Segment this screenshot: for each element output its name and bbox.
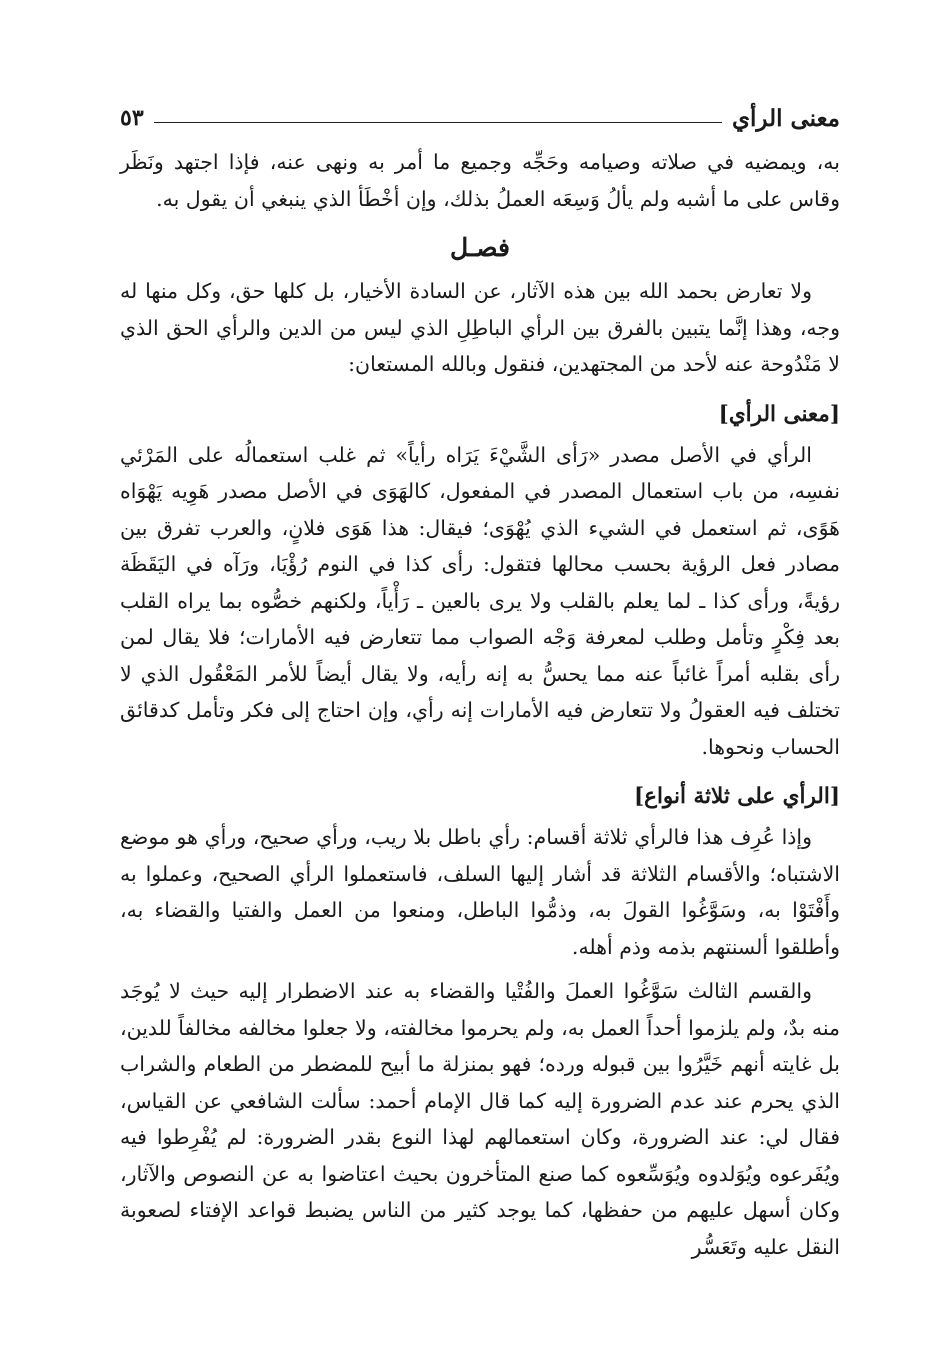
types-paragraph-1: وإذا عُرِف هذا فالرأي ثلاثة أقسام: رأي باطل بلا ريب، ورأي صحيح، ورأي هو موضع الاشتباه؛ والأقسام الثلاثة قد أشار إليها السلف، فاستعملوا الرأي الصحيح، وعملوا به وأَفْتَوْا به، وسَوَّغُوا القولَ به، وذمُّوا الباطل، ومنعوا من العمل والفتيا والقضاء به، وأطلقوا ألسنتهم بذمه وذم أهله. [120,825,840,959]
paragraph-gap [120,965,840,973]
section-heading-meaning-of-opinion: [معنى الرأي] [718,401,840,427]
section-heading-three-types: [الرأي على ثلاثة أنواع] [633,784,840,809]
meaning-paragraph: الرأي في الأصل مصدر «رَأى الشَّيْءَ يَرَاه رأياً» ثم غلب استعمالُه على المَرْئي نفسِه، من باب استعمال المصدر في المفعول، كالهَوَى في الأصل مصدر هَوِيه يَهْوَاه هَوًى، ثم استعمل في الشيء الذي يُهْوَى؛ فيقال: هذا هَوَى فلانٍ، والعرب تفرق بين مصادر فعل الرؤية بحسب محالها فتقول: رأى كذا في النوم رُؤْيَا، ورَآه في اليَقَظَة رؤيةً، ورأى كذا ـ لما يعلم بالقلب ولا يرى بالعين ـ رَأْياً، ولكنهم خصُّوه بما يراه القلب بعد فِكْرٍ وتأمل وطلب لمعرفة وَجْه الصواب مما تتعارض فيه الأمارات؛ فلا يقال لمن رأى بقلبه أمراً غائباً عنه مما يحسُّ به إنه رأيه، ولا يقال أيضاً للأمر المَعْقُول الذي لا تختلف فيه العقولُ ولا تتعارض فيه الأمارات إنه رأي، وإن احتاج إلى فكر وتأمل كدقائق الحساب ونحوها. [120,442,840,759]
fasl-heading: فصـل [450,233,510,262]
running-title: معنى الرأي [731,104,840,132]
intro-paragraph: به، ويمضيه في صلاته وصيامه وحَجِّه وجميع ما أمر به ونهى عنه، فإذا اجتهد ونَظَر وقاس على ما أشبه ولم يألُ وَسِعَه العملُ بذلك، وإن أخْطَأ الذي ينبغي أن يقول به. [120,150,840,211]
types-paragraph-2: والقسم الثالث سَوَّغُوا العملَ والفُتْيا والقضاء به عند الاضطرار إليه حيث لا يُوجَد منه بدٌ، ولم يلزموا أحداً العمل به، ولم يحرموا مخالفته، ولا جعلوا مخالفه مخالفاً للدين، بل غايته أنهم خَيَّرُوا بين قبوله ورده؛ فهو بمنزلة ما أبيح للمضطر من الطعام والشراب الذي يحرم عند عدم الضرورة إليه كما قال الإمام أحمد: سألت الشافعي عن القياس، فقال لي: عند الضرورة، وكان استعمالهم لهذا النوع بقدر الضرورة: لم يُفْرِطوا فيه ويُفَرعوه ويُوَلدوه ويُوَسِّعوه كما صنع المتأخرون بحيث اعتاضوا به عن النصوص والآثار، وكان أسهل عليهم من حفظها، كما يوجد كثير من الناس يضبط قواعد الإفتاء لصعوبة النقل عليه وتَعَسُّر [120,979,840,1259]
page-number: ٥٣ [120,105,144,131]
running-header [120,98,840,138]
fasl-paragraph: ولا تعارض بحمد الله بين هذه الآثار، عن السادة الأخيار، بل كلها حق، وكل منها له وجه، وهذا إنَّما يتبين بالفرق بين الرأي الباطِلِ الذي ليس من الدين والرأي الحق الذي لا مَنْدُوحة عنه لأحد من المجتهدين، فنقول وبالله المستعان: [120,279,840,376]
header-rule [154,122,722,123]
